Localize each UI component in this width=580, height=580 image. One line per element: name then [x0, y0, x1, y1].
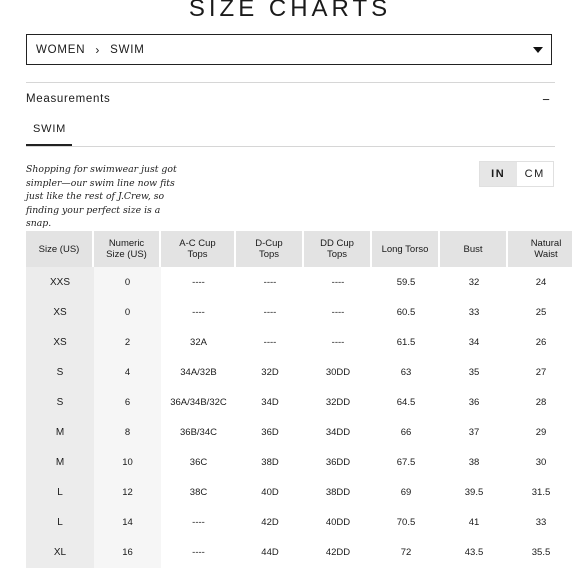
table-row: [26, 387, 574, 417]
table-cell: 70.5: [396, 517, 416, 529]
breadcrumb-subcategory: SWIM: [110, 43, 145, 56]
table-cell: 32DD: [325, 396, 351, 408]
table-cell: 27: [535, 366, 547, 378]
category-dropdown[interactable]: [26, 34, 552, 65]
column-header: A-C Cup Tops: [161, 231, 236, 267]
collapse-icon[interactable]: −: [542, 92, 550, 107]
table-cell: 36DD: [325, 457, 351, 469]
table-cell: ----: [263, 306, 277, 318]
table-cell: 69: [400, 487, 412, 499]
table-cell: 0: [94, 267, 161, 297]
table-cell: 41: [468, 517, 480, 529]
table-cell: ----: [192, 306, 205, 318]
column-header: Long Torso: [372, 231, 440, 267]
table-cell: 67.5: [396, 457, 416, 469]
table-cell: 31.5: [531, 487, 551, 499]
table-cell: 40D: [261, 487, 279, 499]
table-cell: 0: [94, 297, 161, 327]
table-cell: ----: [331, 276, 345, 288]
column-header: DD Cup Tops: [304, 231, 372, 267]
size-cell: L: [26, 478, 94, 508]
table-cell: 36A/34B/32C: [170, 396, 227, 408]
unit-in-button[interactable]: IN: [480, 162, 517, 186]
table-cell: 30: [535, 457, 547, 469]
table-cell: 39.5: [464, 487, 484, 499]
tab-swim[interactable]: SWIM: [26, 118, 72, 146]
table-row: [26, 357, 574, 387]
table-cell: 32: [468, 276, 480, 288]
table-cell: 40DD: [325, 517, 351, 529]
table-cell: 42DD: [325, 547, 351, 559]
table-cell: 10: [94, 448, 161, 478]
tab-divider: [26, 146, 555, 147]
unit-toggle[interactable]: [479, 161, 554, 187]
table-cell: 35.5: [531, 547, 551, 559]
table-row: [26, 327, 574, 357]
size-cell: XL: [26, 538, 94, 568]
table-cell: ----: [263, 336, 277, 348]
table-cell: 14: [94, 508, 161, 538]
table-row: [26, 508, 574, 538]
table-cell: ----: [263, 276, 277, 288]
caret-down-icon[interactable]: [533, 47, 543, 53]
table-cell: 38C: [189, 487, 208, 499]
size-cell: L: [26, 508, 94, 538]
table-cell: 43.5: [464, 547, 484, 559]
table-cell: 28: [535, 396, 547, 408]
table-cell: 60.5: [396, 306, 416, 318]
column-header: Bust: [440, 231, 508, 267]
table-cell: 29: [535, 427, 547, 439]
table-cell: 64.5: [396, 396, 416, 408]
table-cell: 38: [468, 457, 480, 469]
table-cell: 37: [468, 427, 480, 439]
size-table: [26, 231, 574, 568]
table-row: [26, 478, 574, 508]
table-cell: ----: [192, 517, 205, 529]
table-cell: 33: [535, 517, 547, 529]
table-cell: 66: [400, 427, 412, 439]
table-cell: 8: [94, 417, 161, 447]
table-cell: 16: [94, 538, 161, 568]
table-row: [26, 448, 574, 478]
table-cell: 34A/32B: [180, 366, 217, 378]
table-cell: 32D: [261, 366, 279, 378]
table-cell: 38D: [261, 457, 279, 469]
table-cell: 63: [400, 366, 412, 378]
table-cell: 25: [535, 306, 547, 318]
table-cell: 26: [535, 336, 547, 348]
column-header: D-Cup Tops: [236, 231, 304, 267]
table-row: [26, 538, 574, 568]
table-cell: 34: [468, 336, 480, 348]
table-cell: 72: [400, 547, 412, 559]
breadcrumb-category: WOMEN: [36, 43, 86, 56]
table-cell: 32A: [190, 336, 207, 348]
size-cell: S: [26, 387, 94, 417]
column-header: Natural Waist: [508, 231, 574, 267]
size-cell: S: [26, 357, 94, 387]
table-cell: ----: [192, 547, 205, 559]
table-cell: 34D: [261, 396, 279, 408]
unit-cm-button[interactable]: CM: [524, 168, 545, 180]
table-cell: 61.5: [396, 336, 416, 348]
table-cell: 42D: [261, 517, 279, 529]
section-title: Measurements: [26, 93, 111, 105]
table-row: [26, 297, 574, 327]
table-cell: ----: [331, 336, 345, 348]
size-cell: M: [26, 448, 94, 478]
table-header-row: [26, 231, 574, 267]
table-cell: ----: [331, 306, 345, 318]
table-cell: 38DD: [325, 487, 351, 499]
table-cell: 36D: [261, 427, 279, 439]
table-cell: 35: [468, 366, 480, 378]
table-cell: 36B/34C: [180, 427, 217, 439]
table-cell: 44D: [261, 547, 279, 559]
table-cell: 12: [94, 478, 161, 508]
table-cell: 33: [468, 306, 480, 318]
page-title: SIZE CHARTS: [188, 0, 392, 22]
table-row: [26, 417, 574, 447]
table-cell: 34DD: [325, 427, 351, 439]
size-cell: XXS: [26, 267, 94, 297]
table-cell: 59.5: [396, 276, 416, 288]
table-cell: 30DD: [325, 366, 351, 378]
breadcrumb-separator: ›: [95, 42, 101, 57]
table-row: [26, 267, 574, 297]
size-cell: XS: [26, 327, 94, 357]
column-header: Numeric Size (US): [94, 231, 161, 267]
intro-text: Shopping for swimwear just got simpler—our swim line now fits just like the rest of J.Crew, so finding your perfect size is a snap.: [26, 164, 177, 230]
table-cell: 24: [535, 276, 547, 288]
column-header: Size (US): [26, 231, 94, 267]
table-cell: ----: [192, 276, 205, 288]
size-cell: M: [26, 417, 94, 447]
table-cell: 4: [94, 357, 161, 387]
size-cell: XS: [26, 297, 94, 327]
table-cell: 6: [94, 387, 161, 417]
table-cell: 36C: [189, 457, 208, 469]
table-cell: 36: [468, 396, 480, 408]
table-cell: 2: [94, 327, 161, 357]
divider-top: [26, 82, 555, 83]
